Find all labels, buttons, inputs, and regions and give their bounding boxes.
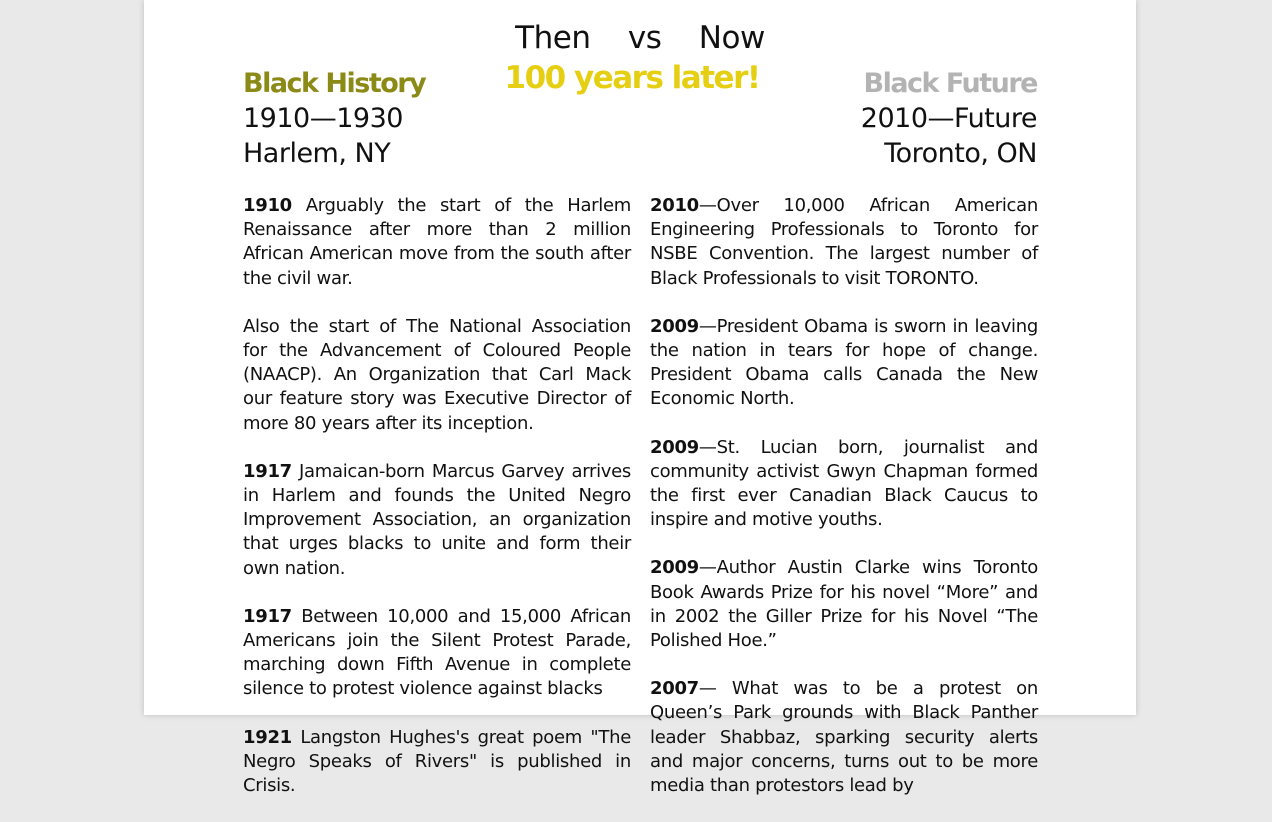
history-place: Harlem, NY	[243, 138, 391, 169]
entry-text: Langston Hughes's great poem "The Negro Speaks of Rivers" is published in Crisis.	[243, 726, 631, 797]
entry-year: 2009	[650, 315, 699, 337]
future-years: 2010—Future	[860, 103, 1037, 134]
future-label: Black Future	[863, 68, 1037, 99]
entry-text: Jamaican-born Marcus Garvey arrives in Harlem and founds the United Negro Improvement Association, an organization that urges blacks to unite and form their own nation.	[243, 460, 631, 579]
entry-year: 2010	[650, 195, 699, 216]
entry-text: — What was to be a protest on Queen’s Park grounds with Black Panther leader Shabbaz, sparking security alerts and major concerns, turns out to be more media than protestors lead by	[650, 678, 1038, 797]
future-entry	[650, 436, 1038, 533]
entry-year: 2007	[650, 678, 699, 700]
entry-year: 1910	[243, 195, 292, 216]
entry-text: —Author Austin Clarke wins Toronto Book Awards Prize for his novel “More” and in 2002 the Giller Prize for his Novel “The Polished Hoe.”	[650, 557, 1038, 652]
history-entry	[243, 460, 631, 581]
future-column	[650, 194, 1038, 822]
entry-year: 1921	[243, 726, 292, 748]
future-entry	[650, 677, 1038, 798]
entry-year: 2009	[650, 557, 699, 579]
history-label: Black History	[243, 68, 426, 99]
entry-text: Between 10,000 and 15,000 African Americans join the Silent Protest Parade, marching down Fifth Avenue in complete silence to protest violence against blacks	[243, 605, 631, 700]
future-entry	[650, 194, 1038, 291]
future-entry	[650, 315, 1038, 412]
entry-year: 2009	[650, 436, 699, 458]
page-title: Then vs Now	[515, 20, 765, 56]
future-header	[657, 66, 1037, 171]
future-place: Toronto, ON	[884, 138, 1037, 169]
entry-text: —President Obama is sworn in leaving the nation in tears for hope of change. President Obama calls Canada the New Economic North.	[650, 315, 1038, 410]
entry-text: —Over 10,000 African American Engineering Professionals to Toronto for NSBE Convention. The largest number of Black Professionals to visit TORONTO.	[650, 195, 1038, 289]
history-entry	[243, 194, 631, 291]
entry-text: Also the start of The National Association for the Advancement of Coloured People (NAACP). An Organization that Carl Mack our feature story was Executive Director of more 80 years after its inception.	[243, 315, 631, 434]
entry-year: 1917	[243, 460, 292, 482]
page-subtitle: 100 years later!	[504, 60, 760, 96]
document-page	[144, 0, 1136, 797]
entry-year: 1917	[243, 605, 292, 627]
history-header	[243, 66, 623, 171]
history-column	[243, 194, 631, 822]
future-entry	[650, 556, 1038, 653]
history-entry	[243, 726, 631, 799]
history-years: 1910—1930	[243, 103, 403, 134]
entry-text: Arguably the start of the Harlem Renaissance after more than 2 million African American move from the south after the civil war.	[243, 195, 631, 289]
history-entry	[243, 605, 631, 702]
entry-text: —St. Lucian born, journalist and community activist Gwyn Chapman formed the first ever Canadian Black Caucus to inspire and motive youths.	[650, 436, 1038, 531]
history-entry	[243, 315, 631, 436]
